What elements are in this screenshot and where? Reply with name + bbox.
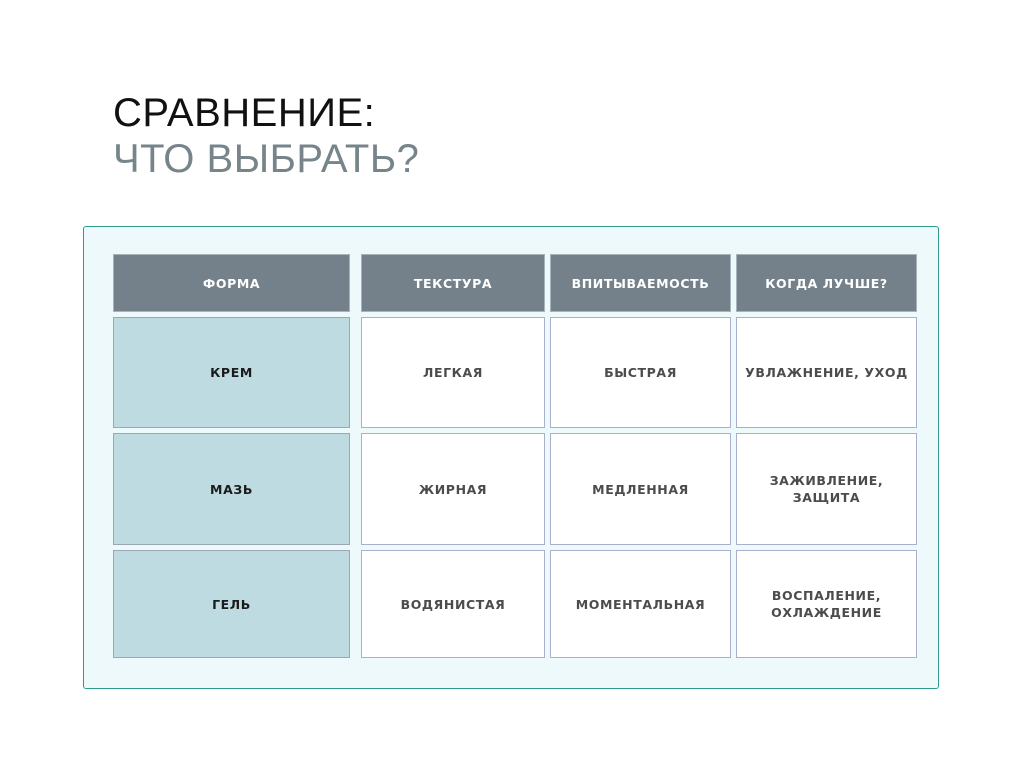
- row-gel-absorption: МОМЕНТАЛЬНАЯ: [550, 550, 731, 658]
- row-ointment-absorption: МЕДЛЕННАЯ: [550, 433, 731, 545]
- row-gel-texture: ВОДЯНИСТАЯ: [361, 550, 545, 658]
- header-form: ФОРМА: [113, 254, 350, 312]
- page-title: [113, 90, 419, 182]
- comparison-table: [83, 226, 939, 689]
- row-cream-form: КРЕМ: [113, 317, 350, 428]
- header-absorption: ВПИТЫВАЕМОСТЬ: [550, 254, 731, 312]
- title-line-2: ЧТО ВЫБРАТЬ?: [113, 137, 420, 181]
- header-texture: ТЕКСТУРА: [361, 254, 545, 312]
- row-gel-when-best: ВОСПАЛЕНИЕ, ОХЛАЖДЕНИЕ: [736, 550, 917, 658]
- row-ointment-texture: ЖИРНАЯ: [361, 433, 545, 545]
- row-ointment-form: МАЗЬ: [113, 433, 350, 545]
- header-when-best: КОГДА ЛУЧШЕ?: [736, 254, 917, 312]
- row-cream-texture: ЛЕГКАЯ: [361, 317, 545, 428]
- title-line-1: СРАВНЕНИЕ:: [113, 91, 376, 135]
- row-cream-absorption: БЫСТРАЯ: [550, 317, 731, 428]
- row-cream-when-best: УВЛАЖНЕНИЕ, УХОД: [736, 317, 917, 428]
- row-ointment-when-best: ЗАЖИВЛЕНИЕ, ЗАЩИТА: [736, 433, 917, 545]
- row-gel-form: ГЕЛЬ: [113, 550, 350, 658]
